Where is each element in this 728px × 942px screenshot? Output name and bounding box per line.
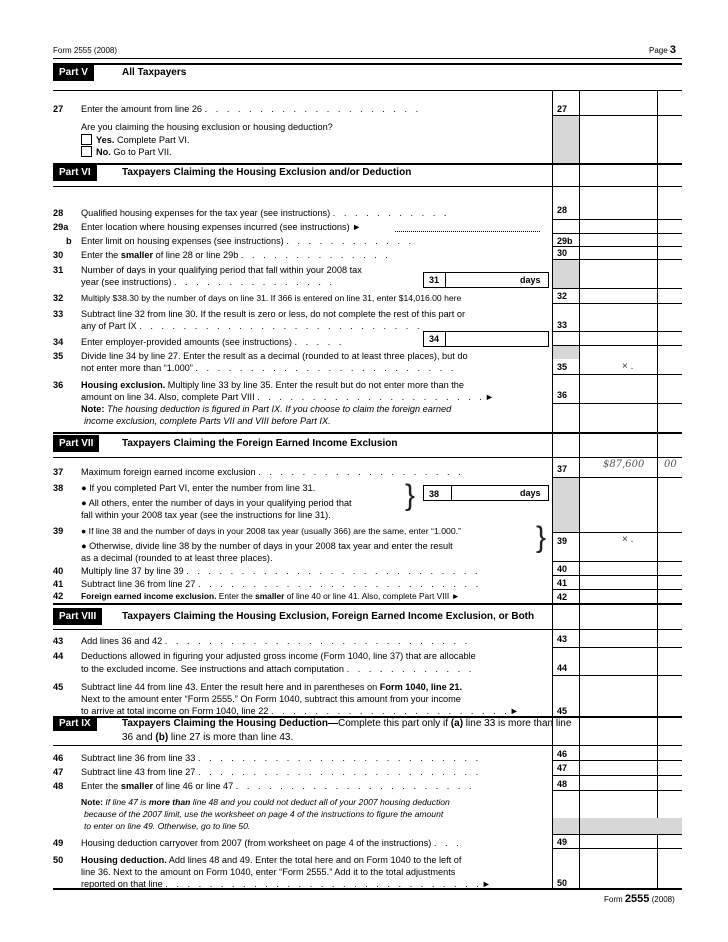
rule-part8-top <box>53 603 682 605</box>
rule-35 <box>553 374 682 375</box>
line-47-text: Subtract line 43 from line 27 . . . . . . . . . . . . . . . . . . . . . . . . . . <box>81 767 482 777</box>
rule-48 <box>553 790 682 791</box>
line-39-bullet2b: as a decimal (rounded to at least three places). <box>81 553 273 563</box>
line-27-text: Enter the amount from line 26 . . . . . . . . . . . . . . . . . . . . <box>81 104 422 114</box>
line-36-note2: income exclusion, complete Parts VII and VIII before Part IX. <box>84 416 331 426</box>
line-44-text1: Deductions allowed in figuring your adjusted gross income (Form 1040, line 37) that are allocable <box>81 651 476 661</box>
header-rule <box>53 58 682 59</box>
line-37-box-label: 37 <box>557 464 568 474</box>
line-33-num: 33 <box>53 309 64 319</box>
line-38-bullet2b: fall within your 2008 tax year (see the instructions for line 31). <box>81 510 331 520</box>
line-35-decimal-mark: × . <box>622 361 634 372</box>
line-50-text2: line 36. Next to the amount on Form 1040, enter “Form 2555.” Add it to the total adjustments <box>81 867 456 877</box>
line-33-box-label: 33 <box>557 320 568 330</box>
line-42-num: 42 <box>53 591 64 601</box>
line-29a-num: 29a <box>53 222 69 232</box>
line-36-text1: Housing exclusion. Multiply line 33 by line 35. Enter the result but do not enter more than the <box>81 380 465 390</box>
location-input[interactable] <box>395 231 540 232</box>
rule-31 <box>553 288 682 289</box>
no-checkbox[interactable] <box>81 146 92 157</box>
line-35-num: 35 <box>53 351 64 361</box>
line-44-box-label: 44 <box>557 663 568 673</box>
line-32-num: 32 <box>53 293 64 303</box>
rule-29a <box>553 233 682 234</box>
line-41-box-label: 41 <box>557 578 568 588</box>
part9-title-line2: 36 and (b) line 27 is more than line 43. <box>122 732 294 743</box>
line-35-box-label: 35 <box>557 362 568 372</box>
line-27-num: 27 <box>53 104 64 114</box>
line-32-text: Multiply $38.30 by the number of days on line 31. If 366 is entered on line 31, enter $14,016.00 here <box>81 293 462 303</box>
line-28-num: 28 <box>53 208 64 218</box>
line-50-box-label: 50 <box>557 878 568 888</box>
line-30-box-label: 30 <box>557 248 568 258</box>
line-38-days-unit: days <box>520 488 541 498</box>
line-38-inline-label: 38 <box>429 489 440 499</box>
line-33-text2: any of Part IX . . . . . . . . . . . . . . . . . . . . . . . . . . <box>81 321 423 331</box>
line-43-box-label: 43 <box>557 634 568 644</box>
line-48-note1: Note: If line 47 is more than line 48 and you could not deduct all of your 2007 housing deduction <box>81 797 450 807</box>
line-47-num: 47 <box>53 767 64 777</box>
line-42-box-label: 42 <box>557 592 568 602</box>
line-39-num: 39 <box>53 526 64 536</box>
part7-title: Taxpayers Claiming the Foreign Earned Income Exclusion <box>122 438 398 449</box>
line-39-box-label: 39 <box>557 536 568 546</box>
rule-37 <box>553 477 682 478</box>
rule-32 <box>553 303 682 304</box>
line-28-box-label: 28 <box>557 205 568 215</box>
line-31-divider <box>445 272 446 288</box>
line-31-days-unit: days <box>520 275 541 285</box>
rule-28 <box>553 219 682 220</box>
part9-bar <box>53 717 682 743</box>
line-48-note2: because of the 2007 limit, use the worksheet on page 4 of the instructions to figure the amount <box>84 809 444 819</box>
line-48-num: 48 <box>53 781 64 791</box>
line-44-num: 44 <box>53 651 64 661</box>
line-41-text: Subtract line 36 from line 27 . . . . . . . . . . . . . . . . . . . . . . . . . . <box>81 579 482 589</box>
rule-34 <box>553 345 682 346</box>
rule-part5-bottom <box>53 90 682 91</box>
line-49-text: Housing deduction carryover from 2007 (from worksheet on page 4 of the instructions) . . . <box>81 838 462 848</box>
rule-part9-bottom <box>53 745 682 746</box>
no-option: No. Go to Part VII. <box>96 147 172 157</box>
line-40-box-label: 40 <box>557 564 568 574</box>
line-36-num: 36 <box>53 380 64 390</box>
line-45-text3: to arrive at total income on Form 1040, line 22 . . . . . . . . . . . . . . . . . . . . . .► <box>81 706 519 716</box>
line-46-text: Subtract line 36 from line 33 . . . . . . . . . . . . . . . . . . . . . . . . . . <box>81 753 482 763</box>
line-45-text1: Subtract line 44 from line 43. Enter the result here and in parentheses on Form 1040, line 21. <box>81 682 462 692</box>
shade-31 <box>553 259 579 288</box>
line-34-divider <box>445 331 446 347</box>
line-30-num: 30 <box>53 250 64 260</box>
part6-title: Taxpayers Claiming the Housing Exclusion and/or Deduction <box>122 167 412 178</box>
page-number: 3 <box>669 44 677 56</box>
rule-46 <box>553 760 682 761</box>
part5-bar <box>53 64 682 81</box>
shade-38 <box>553 477 579 532</box>
line-43-num: 43 <box>53 636 64 646</box>
line-31-text2: year (see instructions) . . . . . . . . . . . . . . . <box>81 277 335 287</box>
line-34-inline-label: 34 <box>429 334 440 344</box>
part7-tag: Part VII <box>53 435 99 452</box>
line-37-text: Maximum foreign earned income exclusion . . . . . . . . . . . . . . . . . . . <box>81 467 464 477</box>
column-rule-amount-left <box>579 91 580 888</box>
line-27-question: Are you claiming the housing exclusion or housing deduction? <box>81 122 333 132</box>
rule-44 <box>553 675 682 676</box>
rule-36 <box>553 403 682 404</box>
line-31-num: 31 <box>53 265 64 275</box>
line-49-box-label: 49 <box>557 837 568 847</box>
line-27-box-label: 27 <box>557 104 568 114</box>
rule-38 <box>553 532 682 533</box>
line-38-bullet1: ● If you completed Part VI, enter the number from line 31. <box>81 483 316 493</box>
rule-47 <box>553 775 682 776</box>
line-50-text3: reported on that line . . . . . . . . . . . . . . . . . . . . . . . . . . . . .► <box>81 879 491 889</box>
column-rule-cents <box>657 91 658 888</box>
line-29b-num: b <box>66 236 72 246</box>
line-50-num: 50 <box>53 855 64 865</box>
line-28-text: Qualified housing expenses for the tax year (see instructions) . . . . . . . . . . . <box>81 208 450 218</box>
line-44-text2: to the excluded income. See instructions and attach computation . . . . . . . . . . . . <box>81 664 475 674</box>
line-35-text1: Divide line 34 by line 27. Enter the result as a decimal (rounded to at least three places), but do <box>81 351 468 361</box>
part8-tag: Part VIII <box>53 608 102 625</box>
line-42-text: Foreign earned income exclusion. Enter the smaller of line 40 or line 41. Also, complete Part VIII ► <box>81 591 460 601</box>
rule-part8-bottom <box>53 629 682 630</box>
line-29a-text: Enter location where housing expenses incurred (see instructions) ► <box>81 222 362 232</box>
rule-33 <box>553 331 682 332</box>
part8-bar <box>53 608 682 625</box>
line-31-text1: Number of days in your qualifying period that fall within your 2008 tax <box>81 265 362 275</box>
line-47-box-label: 47 <box>557 763 568 773</box>
line-50-text1: Housing deduction. Add lines 48 and 49. Enter the total here and on Form 1040 to the left of <box>81 855 462 865</box>
line-36-note1: Note: The housing deduction is figured in Part IX. If you choose to claim the foreign earned <box>81 404 452 414</box>
line-36-text2: amount on line 34. Also, complete Part VIII . . . . . . . . . . . . . . . . . . . . .► <box>81 392 494 402</box>
part7-bar <box>53 435 682 452</box>
line-37-num: 37 <box>53 467 64 477</box>
rule-bottom <box>53 888 682 890</box>
part6-tag: Part VI <box>53 164 97 181</box>
rule-29b <box>553 246 682 247</box>
form-footer: Form 2555 (2008) <box>604 893 675 905</box>
line-39-bullet1: ● If line 38 and the number of days in your 2008 tax year (usually 366) are the same, enter “1.000.” <box>81 526 461 536</box>
line-46-box-label: 46 <box>557 749 568 759</box>
rule-part7-top <box>53 432 682 434</box>
line-38-num: 38 <box>53 483 64 493</box>
line-39-bullet2: ● Otherwise, divide line 38 by the number of days in your 2008 tax year and enter the result <box>81 541 453 551</box>
rule-40 <box>553 575 682 576</box>
rule-41 <box>553 589 682 590</box>
line-31-inline-label: 31 <box>429 275 440 285</box>
part5-title: All Taxpayers <box>122 67 187 78</box>
line-49-num: 49 <box>53 838 64 848</box>
rule-part7-bottom <box>53 457 682 458</box>
line-33-text1: Subtract line 32 from line 30. If the result is zero or less, do not complete the rest of this part or <box>81 309 466 319</box>
line-48-box-label: 48 <box>557 779 568 789</box>
line-46-num: 46 <box>53 753 64 763</box>
shade-48note-amt <box>580 818 682 834</box>
part8-title: Taxpayers Claiming the Housing Exclusion, Foreign Earned Income Exclusion, or Both <box>122 611 535 622</box>
form-header-left: Form 2555 (2008) <box>53 46 118 55</box>
line-39-decimal-mark: × . <box>622 534 634 545</box>
rule-30 <box>553 259 682 260</box>
line-32-box-label: 32 <box>557 291 568 301</box>
line-40-text: Multiply line 37 by line 39 . . . . . . . . . . . . . . . . . . . . . . . . . . . <box>81 566 481 576</box>
page-label: Page 3 <box>649 44 677 56</box>
yes-option: Yes. Complete Part VI. <box>96 135 190 145</box>
part6-bar <box>53 164 682 181</box>
part9-tag: Part IX <box>53 717 97 731</box>
line-38-bullet2: ● All others, enter the number of days in your qualifying period that <box>81 498 352 508</box>
line-29b-text: Enter limit on housing expenses (see instructions) . . . . . . . . . . . . <box>81 236 415 246</box>
line-40-num: 40 <box>53 566 64 576</box>
line-30-text: Enter the smaller of line 28 or line 29b . . . . . . . . . . . . . . <box>81 250 391 260</box>
line-43-text: Add lines 36 and 42 . . . . . . . . . . . . . . . . . . . . . . . . . . . . <box>81 636 471 646</box>
line-48-note3: to enter on line 49. Otherwise, go to line 50. <box>84 821 251 831</box>
yes-checkbox[interactable] <box>81 134 92 145</box>
line-45-box-label: 45 <box>557 706 568 716</box>
line-38-divider <box>451 485 452 501</box>
shade-48note <box>553 818 579 834</box>
line-37-amount[interactable]: $87,600 <box>603 459 645 470</box>
shade-34 <box>553 345 579 359</box>
line-39-brace: } <box>536 521 547 554</box>
rule-49 <box>553 848 682 849</box>
line-45-num: 45 <box>53 682 64 692</box>
rule-39 <box>553 561 682 562</box>
line-41-num: 41 <box>53 579 64 589</box>
line-34-amount-input[interactable] <box>423 331 549 347</box>
rule-48-note <box>553 834 682 835</box>
line-29b-box-label: 29b <box>557 236 573 246</box>
line-34-num: 34 <box>53 337 64 347</box>
line-37-cents[interactable]: 00 <box>664 459 677 470</box>
line-36-box-label: 36 <box>557 390 568 400</box>
line-45-text2: Next to the amount enter “Form 2555.” On Form 1040, subtract this amount from your income <box>81 694 461 704</box>
rule-part6-bottom <box>53 186 682 187</box>
rule-43 <box>553 647 682 648</box>
line-48-text: Enter the smaller of line 46 or line 47 . . . . . . . . . . . . . . . . . . . . . . <box>81 781 475 791</box>
line-34-text: Enter employer-provided amounts (see instructions) . . . . . <box>81 337 345 347</box>
part9-title: Taxpayers Claiming the Housing Deduction—Complete this part only if (a) line 33 is more than line <box>122 718 572 729</box>
rule-27 <box>553 115 682 116</box>
line-38-brace: } <box>405 479 416 512</box>
part5-tag: Part V <box>53 64 94 81</box>
line-35-text2: not enter more than “1.000” . . . . . . . . . . . . . . . . . . . . . . . . <box>81 363 457 373</box>
